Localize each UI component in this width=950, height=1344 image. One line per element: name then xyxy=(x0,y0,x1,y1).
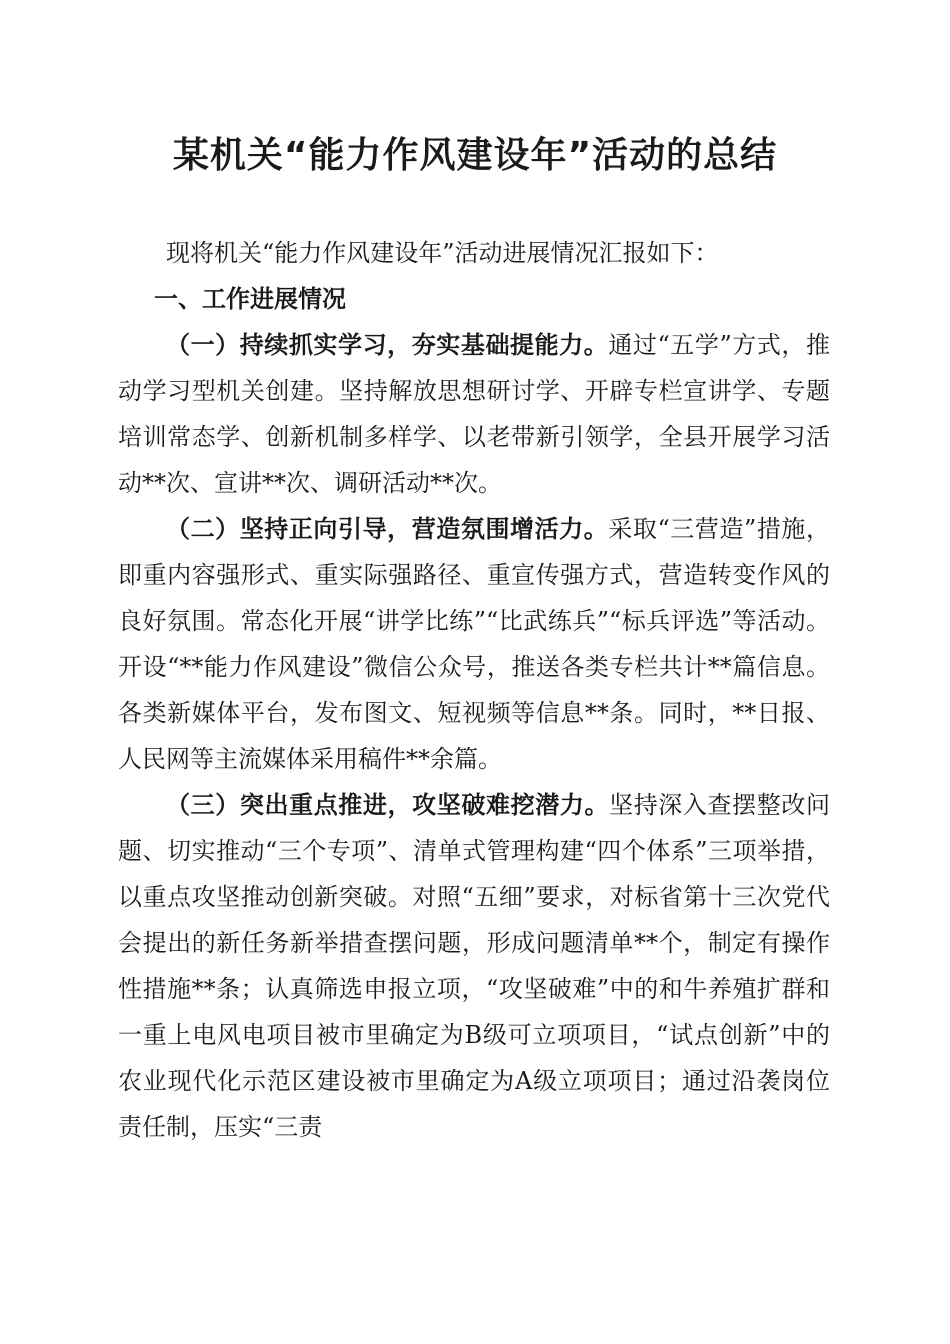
paragraph-1-text: 通过“五学”方式，推动学习型机关创建。坚持解放思想研讨学、开辟专栏宣讲学、专题培训常态学、创新机制多样学、以老带新引领学，全县开展学习活动**次、宣讲**次、调研活动**次。 xyxy=(118,331,831,497)
paragraph-3 xyxy=(118,782,830,1150)
intro-paragraph: 现将机关“能力作风建设年”活动进展情况汇报如下： xyxy=(166,239,719,267)
paragraph-3-lead: （三）突出重点推进，攻坚破难挖潜力。 xyxy=(166,791,610,819)
section-heading: 一、工作进展情况 xyxy=(154,285,346,313)
paragraph-3-text: 坚持深入查摆整改问题、切实推动“三个专项”、清单式管理构建“四个体系”三项举措，以重点攻坚推动创新突破。对照“五细”要求，对标省第十三次党代会提出的新任务新举措查摆问题，形成问题清单**个，制定有操作性措施**条；认真筛选申报立项，“攻坚破难”中的和牛养殖扩群和一重上电风电项目被市里确定为B级可立项项目，“试点创新”中的农业现代化示范区建设被市里确定为A级立项项目；通过沿袭岗位责任制，压实“三责 xyxy=(118,791,831,1141)
paragraph-1-lead: （一）持续抓实学习，夯实基础提能力。 xyxy=(166,331,609,359)
paragraph-1 xyxy=(118,322,830,506)
paragraph-2-lead: （二）坚持正向引导，营造氛围增活力。 xyxy=(166,515,609,543)
paragraph-2 xyxy=(118,506,830,782)
document-body xyxy=(118,230,830,1150)
document-title: 某机关“能力作风建设年”活动的总结 xyxy=(172,135,778,176)
paragraph-2-text: 采取“三营造”措施，即重内容强形式、重实际强路径、重宣传强方式，营造转变作风的良好氛围。常态化开展“讲学比练”“比武练兵”“标兵评选”等活动。开设“**能力作风建设”微信公众号，推送各类专栏共计**篇信息。各类新媒体平台，发布图文、短视频等信息**条。同时，**日报、人民网等主流媒体采用稿件**余篇。 xyxy=(118,515,831,773)
